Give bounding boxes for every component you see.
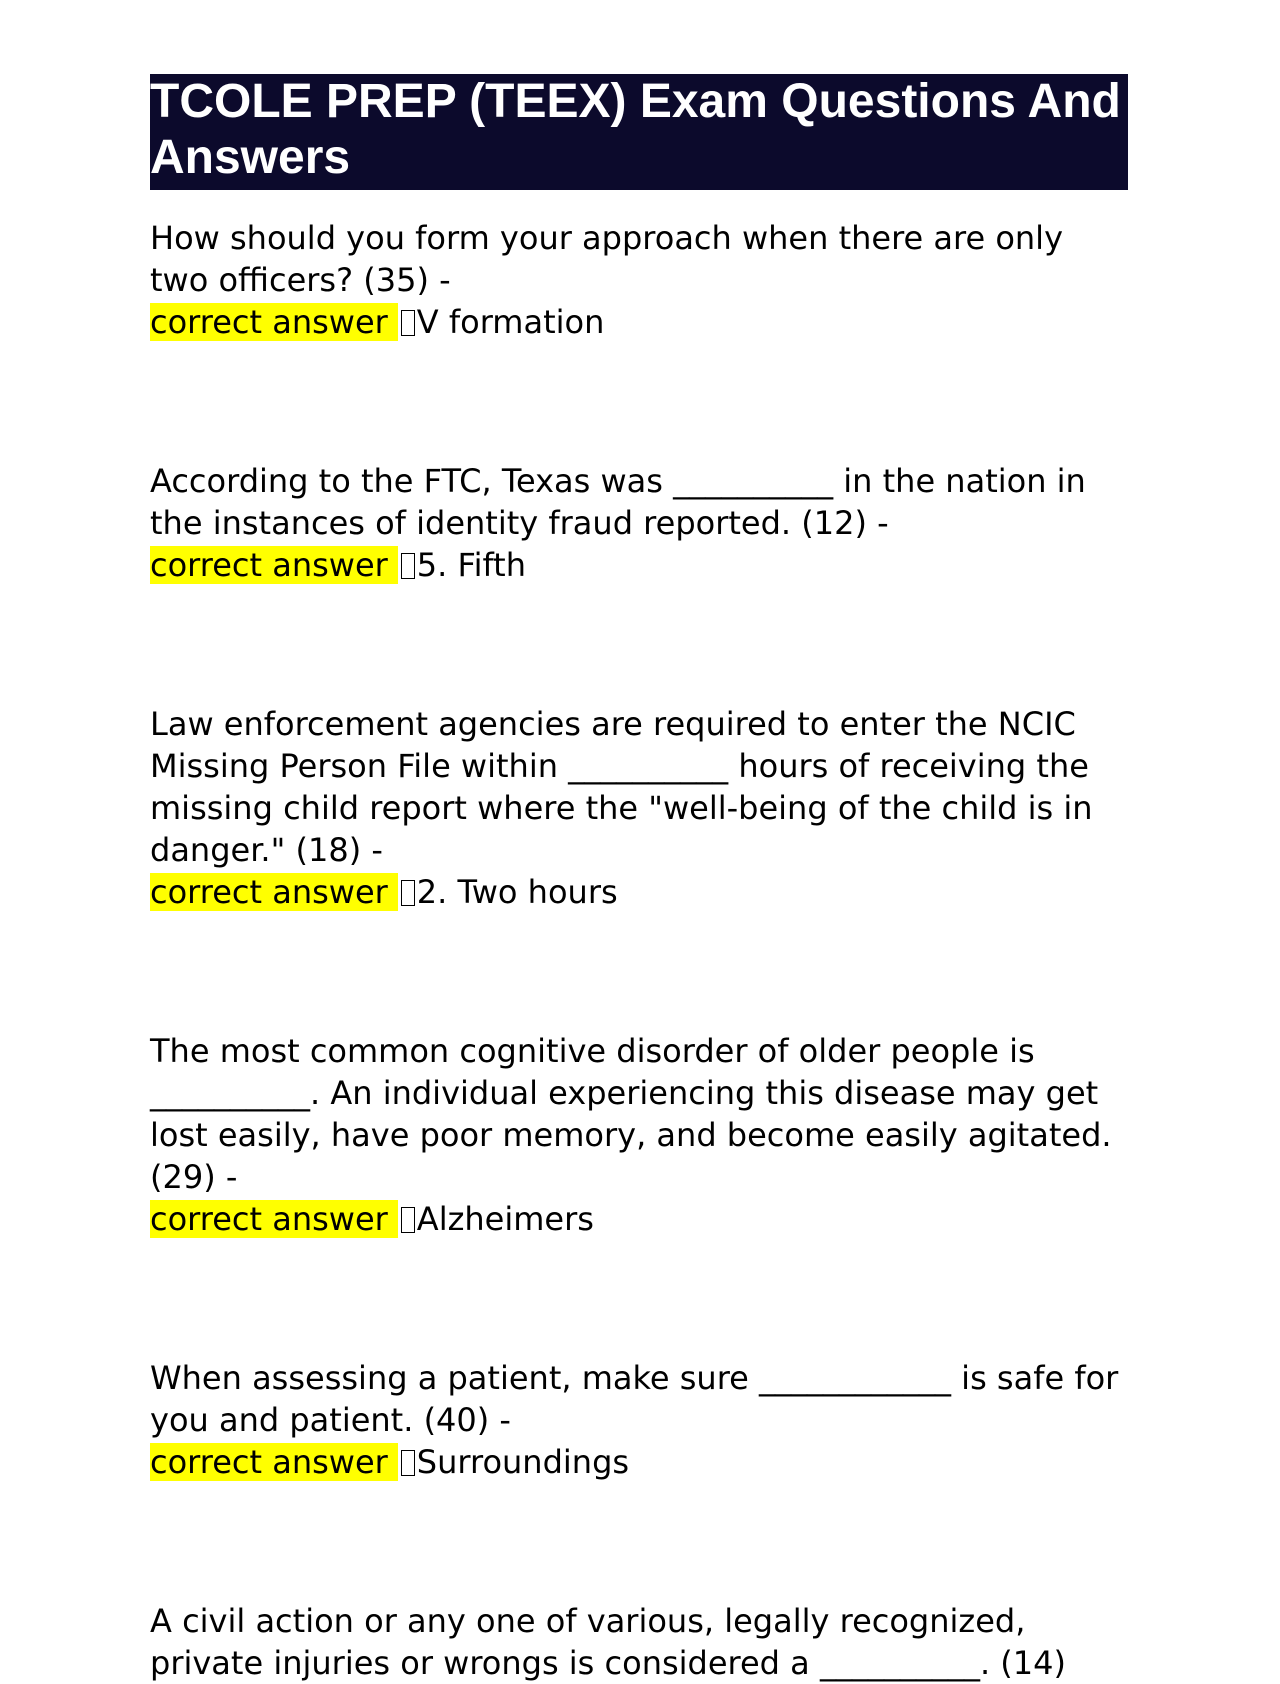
missing-glyph-box-icon <box>401 880 415 906</box>
answer-line <box>150 301 1128 343</box>
answer-text: Surroundings <box>416 1443 630 1481</box>
qa-list <box>150 217 1128 1684</box>
qa-item <box>150 1357 1128 1483</box>
answer-label: correct answer <box>150 303 398 341</box>
document-title-text: TCOLE PREP (TEEX) Exam Questions And Answers <box>150 75 1121 184</box>
question-text: The most common cognitive disorder of older people is __________. An individual experiencing this disease may get lost easily, have poor memory, and become easily agitated. (29) - <box>150 1032 1112 1196</box>
question-text: According to the FTC, Texas was __________ in the nation in the instances of identity fraud reported. (12) - <box>150 462 1086 542</box>
qa-item <box>150 1030 1128 1240</box>
qa-item <box>150 217 1128 343</box>
answer-line <box>150 544 1128 586</box>
question-text: A civil action or any one of various, legally recognized, private injuries or wrongs is considered a __________. (14) <box>150 1602 1066 1682</box>
question-text: How should you form your approach when there are only two officers? (35) - <box>150 219 1063 299</box>
answer-text: Alzheimers <box>416 1200 594 1238</box>
missing-glyph-box-icon <box>401 1207 415 1233</box>
answer-line <box>150 871 1128 913</box>
qa-item <box>150 460 1128 586</box>
answer-text: 2. Two hours <box>416 873 618 911</box>
question-text: Law enforcement agencies are required to enter the NCIC Missing Person File within __________ hours of receiving the missing child report where the "well-being of the child is in danger." (18) - <box>150 705 1093 869</box>
missing-glyph-box-icon <box>401 310 415 336</box>
question-text: When assessing a patient, make sure ____________ is safe for you and patient. (40) - <box>150 1359 1119 1439</box>
qa-item <box>150 703 1128 913</box>
answer-label: correct answer <box>150 1443 398 1481</box>
answer-label: correct answer <box>150 546 398 584</box>
document-page <box>150 74 1128 1684</box>
answer-line <box>150 1198 1128 1240</box>
answer-label: correct answer <box>150 873 398 911</box>
qa-item <box>150 1600 1128 1684</box>
answer-line <box>150 1441 1128 1483</box>
answer-text: 5. Fifth <box>416 546 526 584</box>
answer-text: V formation <box>416 303 605 341</box>
document-title <box>150 74 1128 190</box>
answer-label: correct answer <box>150 1200 398 1238</box>
missing-glyph-box-icon <box>401 1450 415 1476</box>
missing-glyph-box-icon <box>401 553 415 579</box>
